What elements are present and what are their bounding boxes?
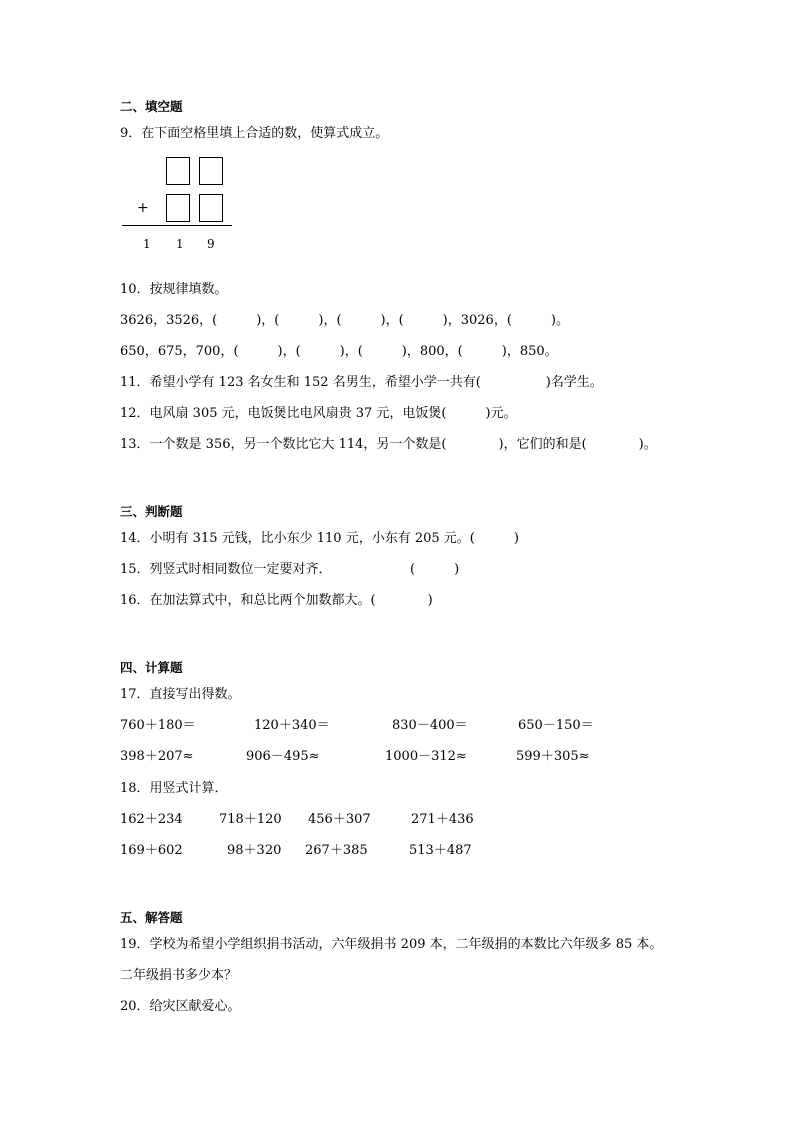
question-10-row-2: 650，675，700，( )，( )，( )，800，( )，850。 (120, 344, 558, 359)
expression: 906－495≈ (246, 749, 320, 764)
expression: 398＋207≈ (120, 749, 194, 764)
answer-box[interactable] (166, 157, 190, 185)
section-title-calculation: 四、计算题 (120, 660, 183, 675)
expression: 760＋180＝ (120, 718, 196, 733)
question-10: 10．按规律填数。 (120, 282, 228, 297)
answer-box[interactable] (166, 194, 190, 222)
question-19-line-2: 二年级捐书多少本？ (120, 968, 238, 983)
question-9: 9．在下面空格里填上合适的数，使算式成立。 (120, 126, 389, 141)
expression: 718＋120 (219, 812, 282, 827)
result-digit: 1 (176, 237, 184, 251)
question-20: 20．给灾区献爱心。 (120, 999, 241, 1014)
question-11: 11．希望小学有 123 名女生和 152 名男生，希望小学一共有( )名学生。 (120, 375, 603, 390)
result-digit: 9 (207, 237, 215, 251)
answer-box[interactable] (199, 157, 223, 185)
question-18: 18．用竖式计算． (120, 781, 228, 796)
expression: 98＋320 (227, 843, 282, 858)
section-title-word-problems: 五、解答题 (120, 910, 183, 925)
question-10-row-1: 3626，3526，( )，( )，( )，( )，3026，( )。 (120, 313, 569, 328)
question-12: 12．电风扇 305 元，电饭煲比电风扇贵 37 元，电饭煲( )元。 (120, 406, 517, 421)
question-15: 15．列竖式时相同数位一定要对齐． (120, 562, 332, 577)
expression: 271＋436 (411, 812, 474, 827)
question-13: 13．一个数是 356，另一个数比它大 114，另一个数是( )，它们的和是( )。 (120, 437, 657, 452)
expression: 169＋602 (120, 843, 183, 858)
question-14: 14．小明有 315 元钱，比小东少 110 元，小东有 205 元。( ) (120, 531, 519, 546)
section-title-judgement: 三、判断题 (120, 504, 183, 519)
expression: 830－400＝ (392, 718, 468, 733)
question-15-blank: ( ) (410, 562, 460, 577)
section-title-fill-blank: 二、填空题 (120, 99, 183, 114)
plus-sign: + (137, 200, 149, 216)
expression: 650－150＝ (518, 718, 594, 733)
expression: 513＋487 (409, 843, 472, 858)
expression: 599＋305≈ (516, 749, 590, 764)
expression: 162＋234 (120, 812, 183, 827)
sum-line (122, 225, 232, 226)
expression: 456＋307 (308, 812, 371, 827)
expression: 267＋385 (305, 843, 368, 858)
question-17: 17．直接写出得数。 (120, 687, 241, 702)
result-digit: 1 (143, 237, 151, 251)
answer-box[interactable] (199, 194, 223, 222)
expression: 120＋340＝ (254, 718, 330, 733)
expression: 1000－312≈ (385, 749, 467, 764)
question-19-line-1: 19．学校为希望小学组织捐书活动，六年级捐书 209 本，二年级捐的本数比六年级多 85 本。 (120, 937, 663, 952)
question-16: 16．在加法算式中，和总比两个加数都大。( ) (120, 593, 433, 608)
